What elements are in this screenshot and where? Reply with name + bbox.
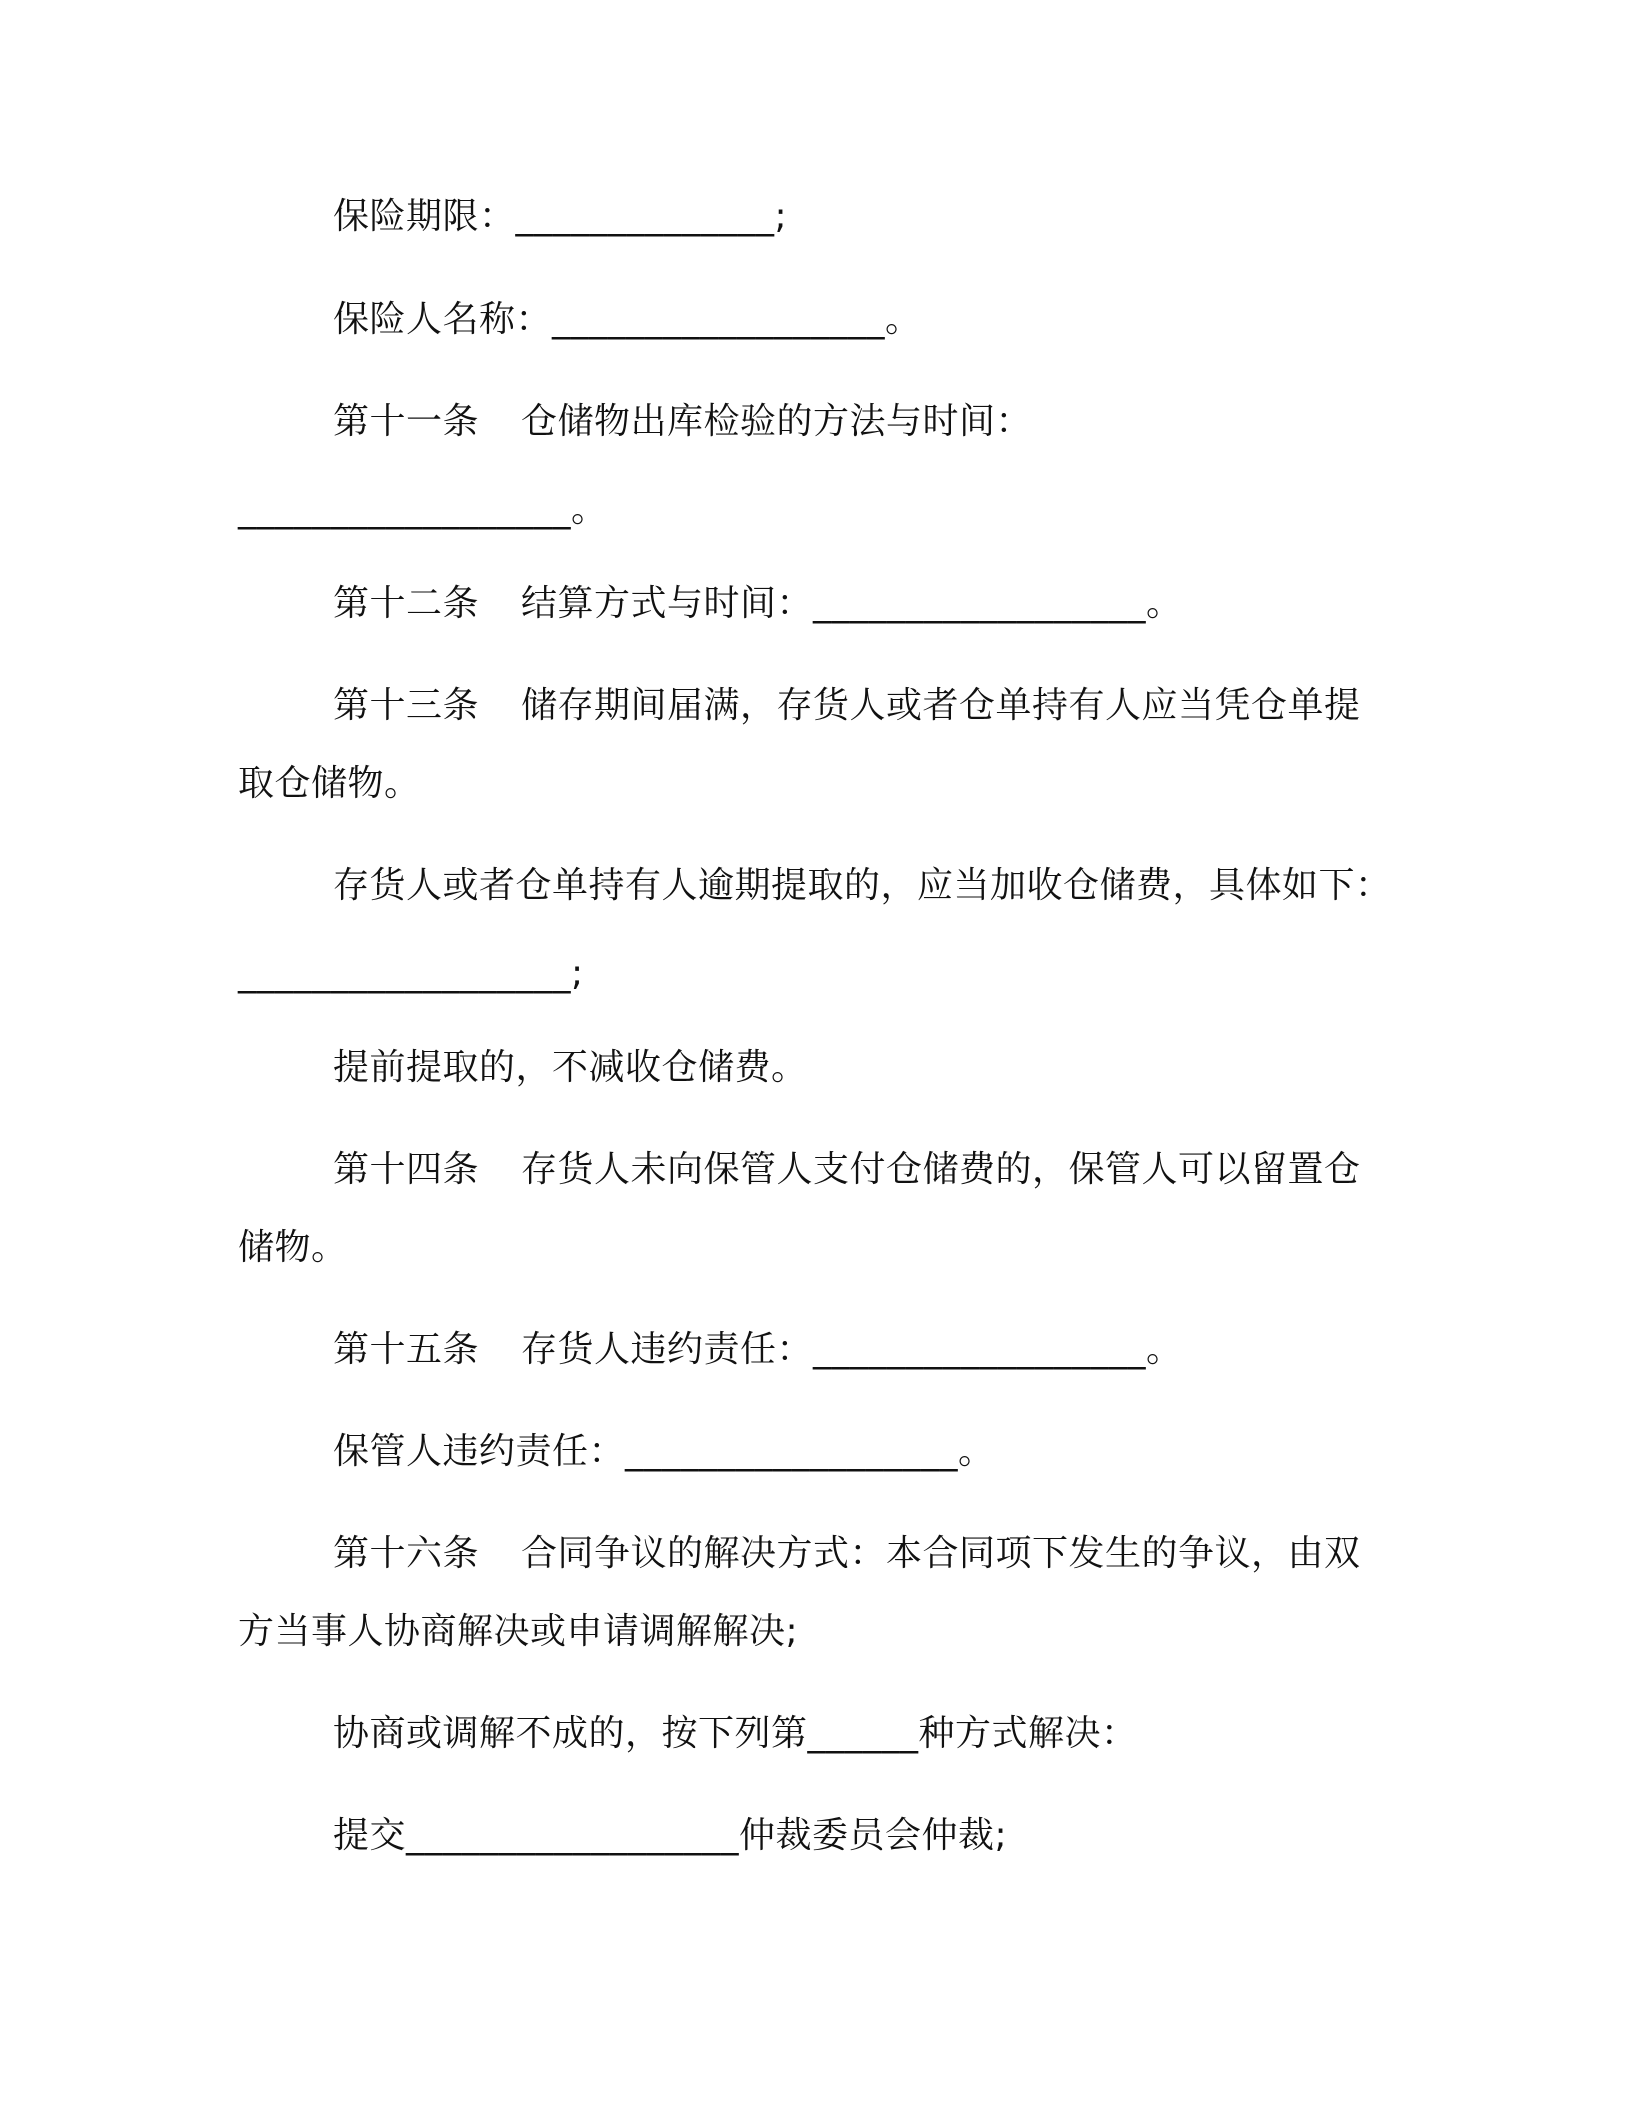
custodian-liability-line bbox=[333, 1430, 995, 1474]
early-pickup-line bbox=[333, 1046, 808, 1090]
article-15-heading: 第十五条 bbox=[333, 1329, 480, 1370]
resolution-method-line bbox=[333, 1712, 1138, 1756]
early-pickup-text: 提前提取的，不减收仓储费。 bbox=[333, 1047, 808, 1088]
article-16-heading: 第十六条 bbox=[333, 1533, 480, 1574]
resolution-method-text: 协商或调解不成的，按下列第______种方式解决： bbox=[333, 1713, 1138, 1754]
overdue-pickup-text: 存货人或者仓单持有人逾期提取的，应当加收仓储费，具体如下： bbox=[333, 865, 1392, 906]
article-13-continuation: 取仓储物。 bbox=[238, 763, 421, 804]
article-14-continuation: 储物。 bbox=[238, 1227, 348, 1268]
article-15-line bbox=[333, 1328, 1183, 1372]
overdue-pickup-blank-line bbox=[238, 952, 584, 996]
article-13-continuation-line bbox=[238, 762, 421, 806]
article-11-blank: __________________。 bbox=[238, 489, 608, 530]
custodian-liability-text: 保管人违约责任：__________________。 bbox=[333, 1431, 995, 1472]
article-12-text: 结算方式与时间：__________________。 bbox=[521, 583, 1183, 624]
article-16-continuation-line bbox=[238, 1610, 798, 1654]
insurer-name-text: 保险人名称：__________________。 bbox=[333, 299, 922, 340]
article-15-text: 存货人违约责任：__________________。 bbox=[521, 1329, 1183, 1370]
article-12-heading: 第十二条 bbox=[333, 583, 480, 624]
article-14-continuation-line bbox=[238, 1226, 348, 1270]
article-14-line bbox=[333, 1148, 1361, 1192]
insurance-term-text: 保险期限：______________; bbox=[333, 196, 788, 237]
insurance-term-line bbox=[333, 195, 787, 239]
article-11-heading: 第十一条 bbox=[333, 401, 480, 442]
article-16-continuation: 方当事人协商解决或申请调解解决; bbox=[238, 1611, 799, 1652]
article-12-line bbox=[333, 582, 1183, 626]
insurer-name-line bbox=[333, 298, 922, 342]
article-13-heading: 第十三条 bbox=[333, 685, 480, 726]
article-16-text: 合同争议的解决方式：本合同项下发生的争议，由双 bbox=[521, 1533, 1361, 1574]
article-13-text: 储存期间届满，存货人或者仓单持有人应当凭仓单提 bbox=[521, 685, 1361, 726]
article-11-text: 仓储物出库检验的方法与时间： bbox=[521, 401, 1033, 442]
arbitration-line bbox=[333, 1814, 1007, 1858]
article-14-text: 存货人未向保管人支付仓储费的，保管人可以留置仓 bbox=[521, 1149, 1361, 1190]
overdue-pickup-blank: __________________; bbox=[238, 953, 584, 994]
article-11-blank-line bbox=[238, 488, 608, 532]
article-16-line bbox=[333, 1532, 1361, 1576]
article-11-line bbox=[333, 400, 1032, 444]
overdue-pickup-line bbox=[333, 864, 1392, 908]
article-14-heading: 第十四条 bbox=[333, 1149, 480, 1190]
article-13-line bbox=[333, 684, 1361, 728]
arbitration-text: 提交__________________仲裁委员会仲裁; bbox=[333, 1815, 1008, 1856]
